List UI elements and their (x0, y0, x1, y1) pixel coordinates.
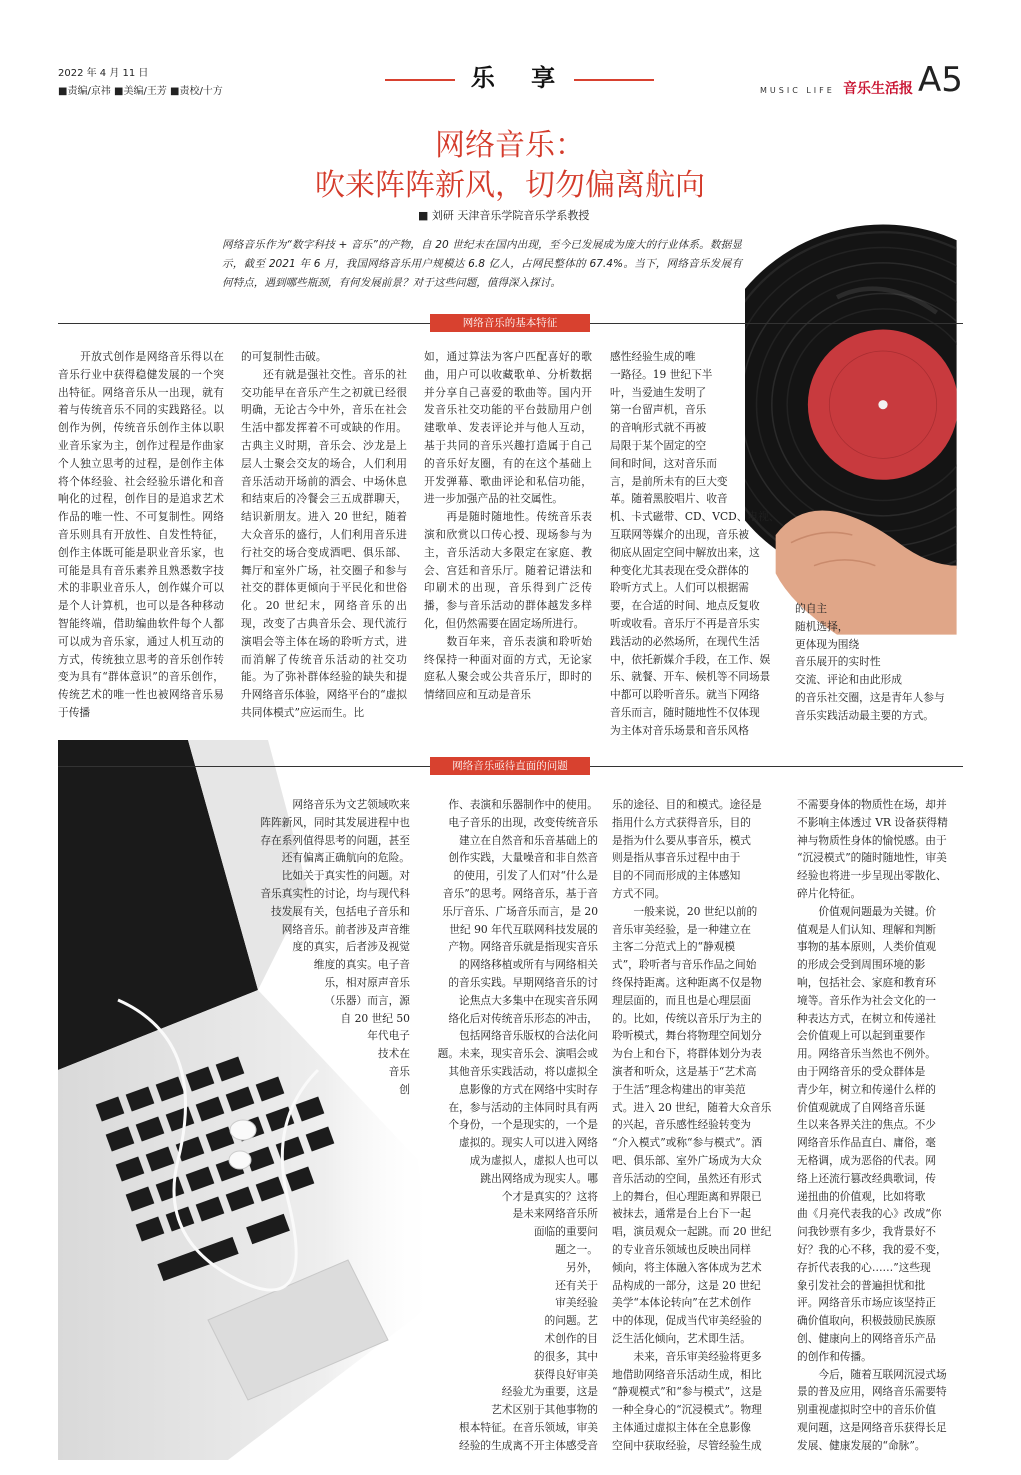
page-number: A5 (918, 60, 963, 100)
section1-column-5: 的自主 随机选择， 更体现为围绕 音乐展开的实时性 交流、评论和由此形成 的音乐社交圈，这是青年人参与 音乐实践活动最主要的方式。 (795, 602, 945, 722)
section2-column-1: 网络音乐为文艺领域吹来 阵阵新风，同时其发展进程中也 存在系列值得思考的问题，甚至 还有偏离正确航向的危险。 比如关于真实性的问题。对 音乐真实性的讨论，均与现代科 技发展有关，包括电子音乐和 网络音乐。前者涉及声音维 度的真实，后者涉及视觉 维度的真实。电子音 乐，相对原声音乐 （乐器）而言，源 自 20 世纪 50 年代电子 技术在 音乐 创 (260, 798, 410, 1096)
article-title-line1: 网络音乐： (435, 128, 585, 163)
article-title-line2: 吹来阵阵新风，切勿偏离航向 (315, 168, 705, 203)
section1-rule-right (590, 323, 963, 324)
section1-column-1: 开放式创作是网络音乐得以在音乐行业中获得稳健发展的一个突出特征。网络音乐从一出现，就有着与传统音乐不同的实践路径。以创作为例，传统音乐创作主体以职业音乐家为主，创作过程是作曲家个人独立思考的过程，是创作主体将个体经验、社会经验乐谱化和音响化的过程，创作目的是追求艺术作品的唯一性、不可复制性。网络音乐则具有开放性、自发性特征，创作主体既可能是职业音乐家，也可能是具有音乐素养且熟悉数字技术的非职业音乐人，创作媒介可以是个人计算机，也可以是各种移动智能终端，借助编曲软件每个人都可以成为音乐家，通过人机互动的方式，传统独立思考的音乐创作转变为具有“群体意识”的音乐创作，传统艺术的唯一性也被网络音乐易于传播 (58, 350, 224, 719)
section1-column-3: 如，通过算法为客户匹配喜好的歌曲，用户可以收藏歌单、分析数据并分享自己喜爱的歌曲等。国内开发音乐社交功能的平台鼓励用户创建歌单、发表评论并与他人互动，基于共同的音乐兴趣打造属于自己的音乐好友圈，有的在这个基础上开发弹幕、歌曲评论和私信功能，进一步加强产品的社交属性。 再是随时随地性。传统音乐表演和欣赏以口传心授、现场参与为主，音乐活动大多限定在家庭、教会、宫廷和音乐厅。随着记谱法和印刷术的出现，音乐得到广泛传播，参与音乐活动的群体越发多样化，但仍然需要在固定场所进行。 数百年来，音乐表演和聆听始终保持一种面对面的方式，无论家庭私人聚会或公共音乐厅，即时的情绪回应和互动是音乐 (424, 350, 592, 702)
byline: ■ 刘研 天津音乐学院音乐学系教授 (418, 209, 590, 222)
section2-rule-left (58, 766, 430, 767)
header-rule-right (574, 79, 654, 81)
section1-heading: 网络音乐的基本特征 (430, 314, 590, 332)
issue-date: 2022 年 4 月 11 日 (58, 68, 149, 79)
section1-column-2: 的可复制性击破。 还有就是强社交性。音乐的社交功能早在音乐产生之初就已经很明确，无论古今中外，音乐在社会生活中都发挥着不可或缺的作用。古典主义时期，音乐会、沙龙是上层人士聚会交友的场合，人们利用音乐活动开场前的酒会、中场休息和结束后的冷餐会三五成群聊天，结识新朋友。进入 20 世纪，随着大众音乐的盛行，人们利用音乐进行社交的场合变成酒吧、俱乐部、舞厅和室外广场，社交圈子和参与社交的群体更倾向于平民化和世俗化。20 世纪末，网络音乐的出现，改变了古典音乐会、现代流行演唱会等主体在场的聆听方式，进而消解了传统音乐活动的社交功能。为了弥补群体经验的缺失和提升网络音乐体验，网络平台的“虚拟共同体模式”应运而生。比 (241, 350, 407, 719)
section2-column-2: 作、表演和乐器制作中的使用。 电子音乐的出现，改变传统音乐 建立在自然音和乐音基础上的 创作实践，大量噪音和非自然音 的使用，引发了人们对“什么是 音乐”的思考。网络音乐，基于音 乐厅音乐、广场音乐而言，是 20 世纪 90 年代互联网科技发展的 产物。网络音乐就是指现实音乐 的网络移植或所有与网络相关 的音乐实践。早期网络音乐的讨 论焦点大多集中在现实音乐网 络化后对传统音乐形态的冲击， 包括网络音乐版权的合法化问 题。未来，现实音乐会、演唱会或 其他音乐实践活动，将以虚拟全 息影像的方式在网络中实时存 在，参与活动的主体同时具有两 个身份，一个是现实的，一个是 虚拟的。现实人可以进入网络 成为虚拟人，虚拟人也可以 跳出网络成为现实人。哪 个才是真实的？这将 是未来网络音乐所 面临的重要问 题之一。 另外， 还有关于 审美经验 的问题。艺 术创作的目 的很多，其中 获得良好审美 经验尤为重要，这是 艺术区别于其他事物的 根本特征。在音乐领域，审美 经验的生成离不开主体感受音 (437, 798, 598, 1452)
section1-rule-left (58, 323, 430, 324)
section2-column-3: 乐的途径、目的和模式。途径是 指用什么方式获得音乐，目的 是指为什么要从事音乐，模式 则是指从事音乐过程中由于 目的不同而形成的主体感知 方式不同。 一般来说，20 世纪以前的 音乐审美经验，是一种建立在 主客二分范式上的“静观模 式”，聆听者与音乐作品之间始 终保持距离。这种距离不仅是物 理层面的，而且也是心理层面 的。比如，传统以音乐厅为主的 聆听模式，舞台将物理空间划分 为台上和台下，将群体划分为表 演者和听众，这是基于“艺术高 于生活”理念构建出的审美范 式。进入 20 世纪，随着大众音乐 的兴起，音乐感性经验转变为 “介入模式”或称“参与模式”。酒 吧、俱乐部、室外广场成为大众 音乐活动的空间，虽然还有形式 上的舞台，但心理距离和界限已 被抹去，通常是台上台下一起 唱，演员观众一起跳。而 20 世纪 的专业音乐领域也反映出同样 倾向，将主体融入客体成为艺术 品构成的一部分，这是 20 世纪 美学“本体论转向”在艺术创作 中的体现，促成当代审美经验的 泛生活化倾向，艺术即生活。 未来，音乐审美经验将更多 地借助网络音乐活动生成，相比 “静观模式”和“参与模式”，这是 一种全身心的“沉浸模式”。物理 主体通过虚拟主体在全息影像 空间中获取经验，尽管经验生成 (612, 798, 772, 1452)
brand-name: 音乐生活报 (843, 81, 913, 97)
lead-paragraph: 网络音乐作为“数字科技 + 音乐”的产物，自 20 世纪末在国内出现，至今已发展成为庞大的行业体系。数据显示，截至 2021 年 6 月，我国网络音乐用户规模达 6.8 亿人，占网民整体的 67.4%。当下，网络音乐发展有何特点，遇到哪些瓶颈，有何发展前景？对于这些问题，值得深入探讨。 (222, 239, 742, 289)
section2-rule-right (590, 766, 963, 767)
section2-column-4: 不需要身体的物质性在场，却并 不影响主体透过 VR 设备获得精 神与物质性身体的愉悦感。由于 “沉浸模式”的随时随地性，审美 经验也将进一步呈现出零散化、 碎片化特征。 价值观问题最为关键。价 值观是人们认知、理解和判断 事物的基本原则，人类价值观 的形成会受到周围环境的影 响，包括社会、家庭和教育环 境等。音乐作为社会文化的一 种表达方式，在树立和传递社 会价值观上可以起到重要作 用。网络音乐当然也不例外。 由于网络音乐的受众群体是 青少年，树立和传递什么样的 价值观就成了自网络音乐诞 生以来各界关注的焦点。不少 网络音乐作品直白、庸俗，毫 无格调，成为恶俗的代表。网 络上还流行篡改经典歌词，传 递扭曲的价值观，比如将歌 曲《月亮代表我的心》改成“你 问我钞票有多少，我背景好不 好？我的心不移，我的爱不变， 存折代表我的心……”这些现 象引发社会的普遍担忧和批 评。网络音乐市场应该坚持正 确价值取向，积极鼓励民族原 创、健康向上的网络音乐产品 的创作和传播。 今后，随着互联网沉浸式场 景的普及应用，网络音乐需要特 别重视虚拟时空中的音乐价值 观问题，这是网络音乐获得长足 发展、健康发展的“命脉”。 (797, 798, 948, 1452)
brand-latin: MUSIC LIFE (760, 86, 835, 95)
section2-heading: 网络音乐亟待直面的问题 (430, 757, 590, 775)
section-name: 乐 享 (470, 63, 570, 92)
header-rule-left (385, 79, 455, 81)
editor-credits: ■责编/京祎 ■美编/王芳 ■责校/十方 (58, 86, 223, 97)
section1-column-4: 感性经验生成的唯 一路径。19 世纪下半 叶，当爱迪生发明了 第一台留声机，音乐 的音响形式就不再被 局限于某个固定的空 间和时间，这对音乐而 言，是前所未有的巨大变 革。随着黑胶唱片、收音 机、卡式磁带、CD、VCD、电视、 互联网等媒介的出现，音乐被 彻底从固定空间中解放出来，这 种变化尤其表现在受众群体的 聆听方式上。人们可以根据需 要，在合适的时间、地点反复收 听或收看。音乐厅不再是音乐实 践活动的必然场所，在现代生活 中，依托新媒介手段，在工作、娱 乐、就餐、开车、候机等不同场景 中都可以聆听音乐。就当下网络 音乐而言，随时随地性不仅体现 为主体对音乐场景和音乐风格 (610, 350, 780, 737)
